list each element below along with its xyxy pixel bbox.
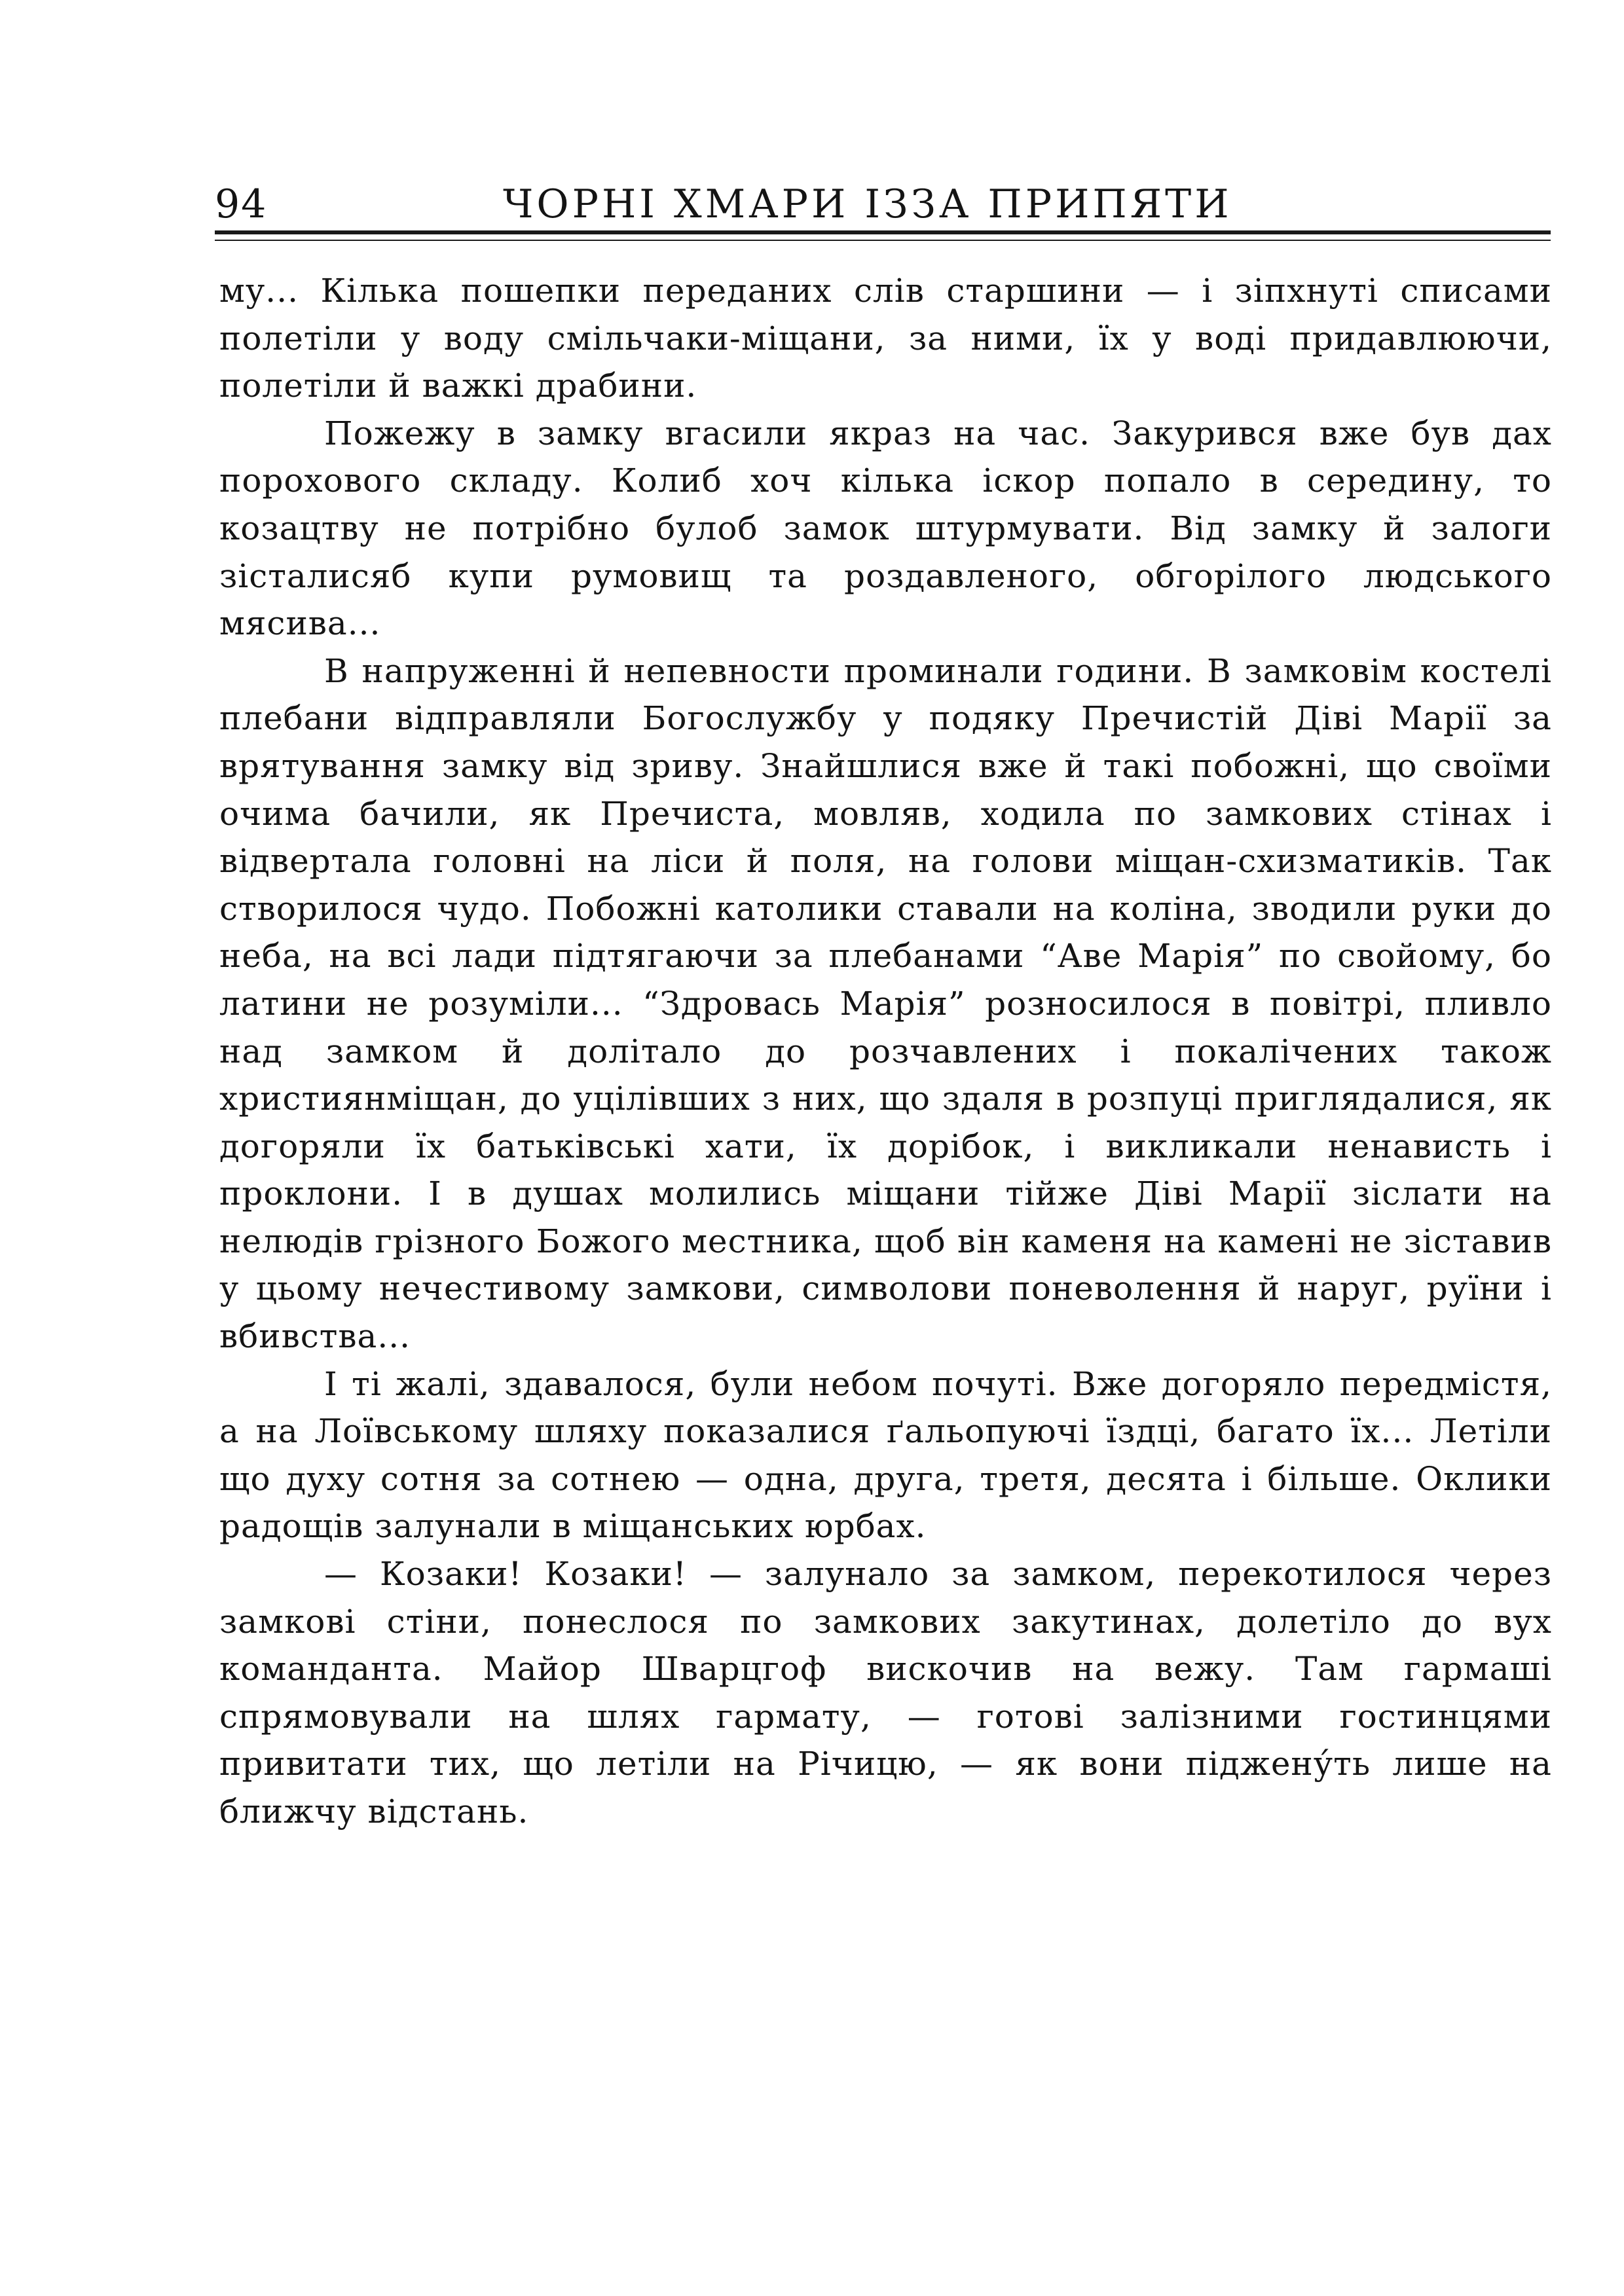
- body-text: [219, 267, 1552, 1836]
- paragraph-3: В напруженні й непевности проминали години. В замковім костелі плебани відправляли Богослужбу у подяку Пречистій Діві Марії за врятування замку від зриву. Знайшлися вже й такі побожні, що своїми очима бачили, як Пречиста, мовляв, ходила по замкових стінах і відвертала головні на ліси й поля, на голови міщан-схизматиків. Так створилося чудо. Побожні католики ставали на коліна, зводили руки до неба, на всі лади підтягаючи за плебанами “Аве Марія” по свойому, бо латини не розуміли... “Здровась Марія” розносилося в повітрі, пливло над замком й долітало до розчавлених і покалічених також християнміщан, до уцілівших з них, що здаля в розпуці приглядалися, як догоряли їх батьківські хати, їх дорібок, і викликали ненависть і проклони. І в душах молились міщани тійже Діві Марії зіслати на нелюдів грізного Божого местника, щоб він каменя на камені не зіставив у цьому нечестивому замкови, символови поневолення й наруг, руїни і вбивства...: [219, 651, 1552, 1356]
- paragraph-2: Пожежу в замку вгасили якраз на час. Закурився вже був дах порохового складу. Колиб хоч кілька іскор попало в середину, то козацтву не потрібно булоб замок штурмувати. Від замку й залоги зісталисяб купи румовищ та роздавленого, обгорілого людського мясива...: [219, 414, 1552, 643]
- page-number: 94: [215, 181, 268, 227]
- paragraph-1: му... Кілька пошепки переданих слів старшини — і зіпхнуті списами полетіли у воду смільчаки-міщани, за ними, їх у воді придавлюючи, полетіли й важкі драбини.: [219, 272, 1552, 405]
- paragraph-5: — Козаки! Козаки! — залунало за замком, перекотилося через замкові стіни, понеслося по замкових закутинах, долетіло до вух команданта. Майор Шварцгоф вискочив на вежу. Там гармаші спрямовували на шлях гармату, — готові залізними гостинцями привитати тих, що летіли на Річицю, — як вони піджену́ть лише на ближчу відстань.: [219, 1555, 1552, 1831]
- page-header: [215, 178, 1557, 230]
- header-rule-thick: [215, 230, 1551, 234]
- running-title: ЧОРНІ ХМАРИ ІЗЗА ПРИПЯТИ: [503, 181, 1232, 227]
- paragraph-4: І ті жалі, здавалося, були небом почуті. Вже догоряло передмістя, а на Лоївському шляху показалися ґальопуючі їздці, багато їх... Летіли що духу сотня за сотнею — одна, друга, третя, десята і більше. Оклики радощів залунали в міщанських юрбах.: [219, 1364, 1552, 1546]
- header-rule-thin: [215, 240, 1551, 241]
